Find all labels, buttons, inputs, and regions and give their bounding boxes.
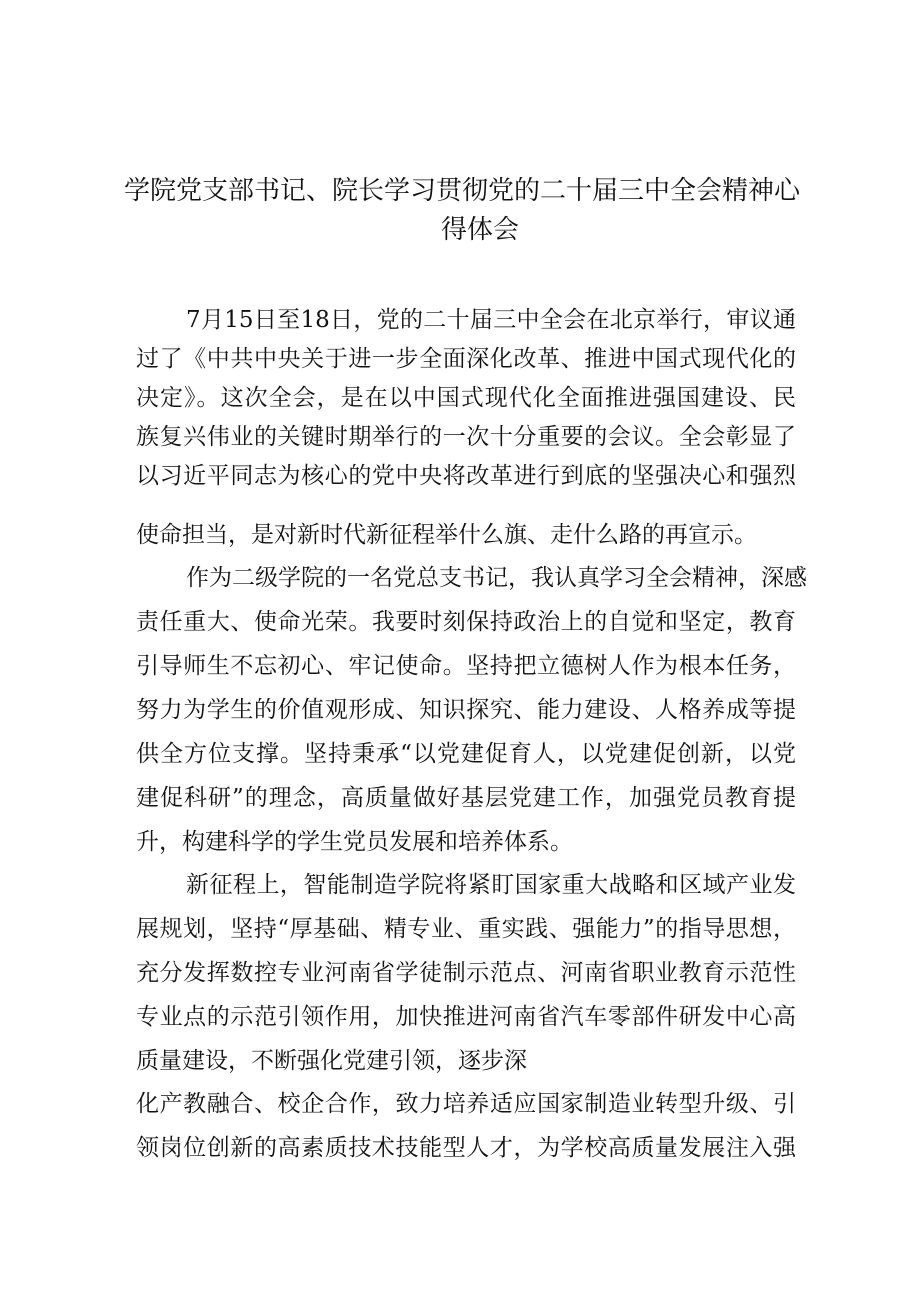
body-line: 作为二级学院的一名党总支书记，我认真学习全会精神，深感 [186,565,807,591]
body-line: 责任重大、使命光荣。我要时刻保持政治上的自觉和坚定，教育 [136,609,796,635]
body-line: 使命担当，是对新时代新征程举什么旗、走什么路的再宣示。 [136,522,757,548]
body-line: 供全方位支撑。坚持秉承“以党建促育人，以党建促创新，以党 [136,741,796,767]
body-line: 专业点的示范引领作用，加快推进河南省汽车零部件研发中心高 [136,1004,796,1030]
document-title-line-2: 得体会 [440,215,519,245]
body-line: 族复兴伟业的关键时期举行的一次十分重要的会议。全会彰显了 [136,424,796,450]
body-line: 领岗位创新的高素质技术技能型人才，为学校高质量发展注入强 [136,1135,796,1161]
document-title-line-1: 学院党支部书记、院长学习贯彻党的二十届三中全会精神心 [123,176,800,206]
body-line: 决定》。这次全会，是在以中国式现代化全面推进强国建设、民 [136,385,796,411]
body-line: 建促科研”的理念，高质量做好基层党建工作，加强党员教育提 [136,785,796,811]
body-line: 化产教融合、校企合作，致力培养适应国家制造业转型升级、引 [136,1091,796,1117]
body-line: 升，构建科学的学生党员发展和培养体系。 [136,829,573,855]
body-line: 努力为学生的价值观形成、知识探究、能力建设、人格养成等提 [136,697,796,723]
body-line: 7月15日至18日，党的二十届三中全会在北京举行，审议通 [186,307,796,333]
body-line: 引导师生不忘初心、牢记使命。坚持把立德树人作为根本任务， [136,653,796,679]
body-line: 新征程上，智能制造学院将紧盯国家重大战略和区域产业发 [186,872,796,898]
body-line: 以习近平同志为核心的党中央将改革进行到底的坚强决心和强烈 [136,463,796,489]
body-line: 充分发挥数控专业河南省学徒制示范点、河南省职业教育示范性 [136,960,796,986]
body-line: 过了《中共中央关于进一步全面深化改革、推进中国式现代化的 [136,346,796,372]
body-line: 质量建设，不断强化党建引领，逐步深 [136,1048,527,1074]
body-line: 展规划，坚持“厚基础、精专业、重实践、强能力”的指导思想， [136,916,796,942]
